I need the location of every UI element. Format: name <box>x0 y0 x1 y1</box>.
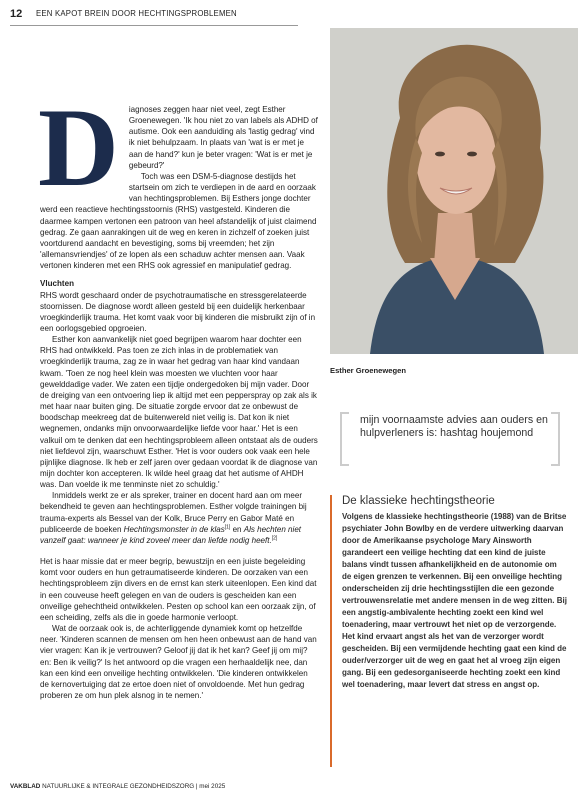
article-paragraph: Toch was een DSM-5-diagnose destijds het startsein om zich te verdiepen in de aard en oorzaak van hechtingsproblemen. Bij Esthers jonge dochter werd een reactieve hechtingsstoornis (RHS) vastgesteld. Kinderen die daarmee kampen vertonen een patroon van heel afstandelijk of juist claimend gedrag. Ze gaan aanrakingen uit de weg en keren in zichzelf of zoeken juist voortdurend aandacht en bevestiging, soms bij vreemden; het zijn 'allemansvriendjes' of ze lopen als een schaduw achter mensen aan. Vaak vertonen kinderen met een RHS ook agressief en manipulatief gedrag. <box>40 171 317 271</box>
footer-text: NATUURLIJKE & INTEGRALE GEZONDHEIDSZORG | mei 2025 <box>40 783 226 790</box>
article-body <box>38 86 318 701</box>
book-title: Als hechten niet vanzelf gaat: wanneer je kind zoveel meer dan liefde nodig heeft. <box>40 524 302 545</box>
section-subhead: Vluchten <box>40 279 74 289</box>
close-bracket-icon <box>551 412 560 466</box>
pull-quote-text: mijn voornaamste advies aan ouders en hulpverleners is: hashtag houjemond <box>360 414 548 439</box>
portrait-illustration <box>330 28 578 354</box>
photo-caption: Esther Groenewegen <box>330 366 406 375</box>
running-header <box>10 8 298 26</box>
footer-brand: VAKBLAD <box>10 783 41 790</box>
sidebar-accent-rule <box>330 495 332 767</box>
book-title: Hechtingsmonster in de klas <box>123 524 225 534</box>
header-rule <box>10 25 298 26</box>
sidebar-title: De klassieke hechtingstheorie <box>342 495 495 507</box>
open-bracket-icon <box>340 412 349 466</box>
footnote-ref[interactable]: [1] <box>224 524 231 531</box>
article-paragraph: Het is haar missie dat er meer begrip, bewustzijn en een juiste begeleiding komt voor ouders en hun getraumatiseerde kinderen. De oorzaken van een hechtingsprobleem zijn divers en de ernst kan sterk uiteenlopen. Een kind dat in een couveuse heeft gelegen en van de ouders is gescheiden kan een onveilige gehechtheid ontwikkelen. Pesten op school kan een oorzaak zijn, of een scheiding, zelfs als die in goede harmonie verloopt. <box>40 557 317 622</box>
article-paragraph: Esther kon aanvankelijk niet goed begrijpen waarom haar dochter een RHS had ontwikkeld. Pas toen ze zich inlas in de problematiek van vroegkinderlijk trauma, zag ze in waar het gedrag van haar kind vandaan kwam. 'Toen ze nog heel klein was moesten we vluchten voor haar gewelddadige vader. We zaten een tijdje ondergedoken bij mijn vader. Door de dreiging van een ontvoering liep ik altijd met een pepperspray op zak als ik met haar naar buiten ging. De situatie zorgde ervoor dat ze onbewust de boodschap meekreeg dat de buitenwereld niet veilig is. Dat kon ik niet wegnemen, ondanks mijn onvoorwaardelijke liefde voor haar.' Het is een valkuil om te denken dat een hechtingsprobleem alleen ontstaat als de ouders niet liefdevol zijn, waarschuwt Esther. 'Het is voor ouders ook vaak een hele pijnlijke diagnose. Ik heb er zelf jaren over gedaan voordat ik de diagnose van mijn dochter kon accepteren. Ik wilde heel graag dat het autisme of AHDH was. Dan voelde ik me tenminste niet zo schuldig.' <box>40 335 318 490</box>
article-paragraph <box>40 490 318 546</box>
page-number: 12 <box>10 8 23 20</box>
article-paragraph: iagnoses zeggen haar niet veel, zegt Esther Groenewegen. 'Ik hou niet zo van labels als ADHD of autisme. Ook een aanduiding als 'lastig gedrag' vind ik niet behulpzaam. In plaats van 'wat is er met je aan de hand?' kun je beter vragen: 'Wat is er met je gebeurd?' <box>128 105 318 170</box>
footnote-ref[interactable]: [2] <box>271 535 278 542</box>
paragraph-text: en <box>230 524 244 534</box>
page-footer <box>10 783 225 790</box>
running-head-title: EEN KAPOT BREIN DOOR HECHTINGSPROBLEMEN <box>36 9 237 18</box>
article-paragraph: RHS wordt geschaard onder de psychotraumatische en stressgerelateerde stoornissen. De diagnose wordt alleen gesteld bij een duidelijk herkenbaar vroegkinderlijk trauma. Het komt vaak voor bij kinderen die misbruikt zijn of in een oorlogsgebied opgroeien. <box>40 290 316 333</box>
paragraph-text: Inmiddels werkt ze er als spreker, trainer en docent hard aan om meer bekendheid te geven aan hechtingsproblemen. Esther volgde trainingen bij trauma-experts als Bessel van der Kolk, Bruce Perry en Gabor Maté en publiceerde de boeken <box>40 491 307 534</box>
drop-cap: D <box>38 86 119 210</box>
article-paragraph: Wat de oorzaak ook is, de achterliggende dynamiek komt op hetzelfde neer. 'Kinderen scannen de mensen om hen heen onbewust aan de hand van vier vragen: Kan ik je vertrouwen? Geloof jij dat ik het kan? Geef jij om mij? en: Ben ik veilig?' Is het antwoord op die vragen een herhaaldelijk nee, dan kan een kind een onveilige hechting ontwikkelen. 'Die kinderen ontwikkelen de kernovertuiging dat ze ertoe doen niet of onvoldoende. Met hun gedrag proberen ze om hun plek alsnog in te nemen.' <box>40 624 317 700</box>
sidebar-body: Volgens de klassieke hechtingstheorie (1988) van de Britse psychiater John Bowlby en de verdere uitwerking daarvan door de Amerikaanse psychologe Mary Ainsworth garandeert een veilige hechting dat een kind de juiste balans vindt tussen afhankelijkheid en de autonomie om de eigen grenzen te verkennen. Bij een onveilige hechting onderscheiden zij drie hechtingsstijlen die een gezonde vertrouwensrelatie met andere mensen in de weg zitten. Bij een angstig-ambivalente hechting zoekt een kind wel toenadering, maar vertrouwt het niet op de verzorgende. Het kind ervaart angst als het van de verzorger wordt gescheiden. Bij een vermijdende hechting gaat een kind de ouder/verzorger uit de weg en gaat het al vroeg zijn eigen gang. Bij een gedesorganiseerde hechting zoekt een kind wel toenadering, maar levert dat stress en angst op. <box>342 512 567 689</box>
pull-quote <box>340 412 560 468</box>
portrait-photo <box>330 28 578 354</box>
sidebar-box <box>330 495 570 785</box>
